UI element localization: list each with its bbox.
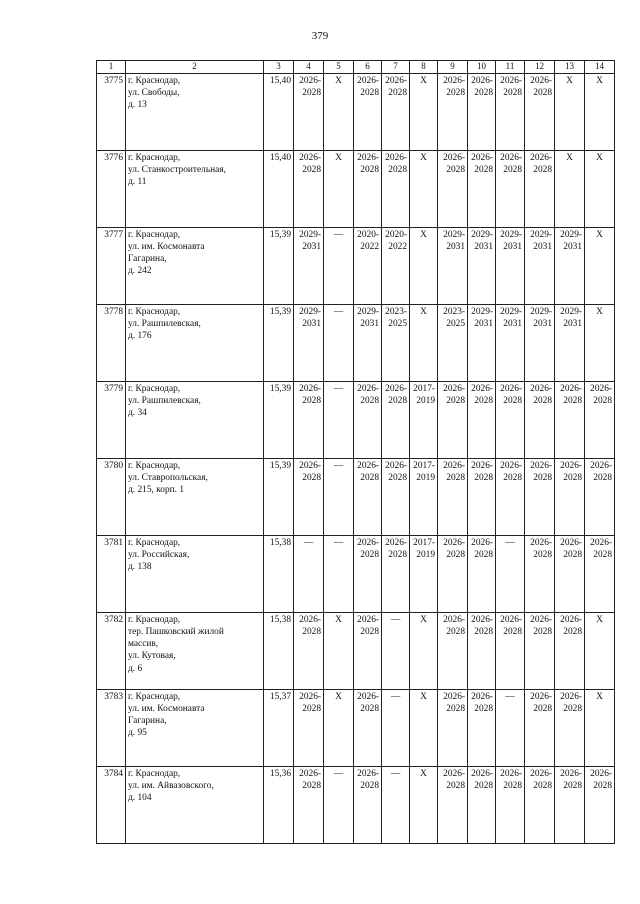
registry-table — [96, 60, 615, 844]
column-header: 1 — [97, 61, 126, 74]
period-cell: 2026- 2028 — [468, 73, 496, 150]
period-cell: 2026- 2028 — [354, 381, 382, 458]
period-cell: 2017- 2019 — [410, 535, 438, 612]
period-cell: 2029- 2031 — [294, 304, 324, 381]
period-cell: 2020- 2022 — [382, 227, 410, 304]
row-number-cell: 3775 — [97, 73, 126, 150]
value-cell: 15,39 — [264, 458, 294, 535]
period-cell: 2026- 2028 — [438, 458, 468, 535]
mark-cell: Х — [555, 73, 585, 150]
period-cell: 2026- 2028 — [496, 381, 525, 458]
mark-cell: — — [324, 458, 354, 535]
mark-cell: — — [382, 612, 410, 689]
period-cell: 2026- 2028 — [294, 766, 324, 843]
mark-cell: — — [496, 535, 525, 612]
row-number-cell: 3784 — [97, 766, 126, 843]
period-cell: 2029- 2031 — [468, 227, 496, 304]
period-cell: 2026- 2028 — [585, 766, 615, 843]
period-cell: 2017- 2019 — [410, 381, 438, 458]
period-cell: 2026- 2028 — [382, 381, 410, 458]
period-cell: 2026- 2028 — [525, 689, 555, 766]
period-cell: 2029- 2031 — [496, 227, 525, 304]
period-cell: 2026- 2028 — [525, 458, 555, 535]
period-cell: 2017- 2019 — [410, 458, 438, 535]
period-cell: 2026- 2028 — [555, 535, 585, 612]
period-cell: 2026- 2028 — [438, 766, 468, 843]
table-body — [97, 73, 615, 843]
mark-cell: — — [324, 304, 354, 381]
period-cell: 2026- 2028 — [468, 612, 496, 689]
period-cell: 2026- 2028 — [438, 381, 468, 458]
address-cell: г. Краснодар, ул. Рашпилевская, д. 34 — [126, 381, 264, 458]
period-cell: 2029- 2031 — [354, 304, 382, 381]
period-cell: 2026- 2028 — [496, 150, 525, 227]
period-cell: 2026- 2028 — [585, 535, 615, 612]
period-cell: 2026- 2028 — [294, 612, 324, 689]
period-cell: 2026- 2028 — [525, 766, 555, 843]
column-header: 8 — [410, 61, 438, 74]
mark-cell: — — [382, 689, 410, 766]
value-cell: 15,39 — [264, 227, 294, 304]
mark-cell: Х — [324, 612, 354, 689]
period-cell: 2026- 2028 — [555, 458, 585, 535]
address-cell: г. Краснодар, ул. Свободы, д. 13 — [126, 73, 264, 150]
address-cell: г. Краснодар, ул. Ставропольская, д. 215, корп. 1 — [126, 458, 264, 535]
column-header: 2 — [126, 61, 264, 74]
period-cell: 2026- 2028 — [468, 689, 496, 766]
address-cell: г. Краснодар, ул. Станкостроительная, д. 11 — [126, 150, 264, 227]
period-cell: 2026- 2028 — [468, 766, 496, 843]
page-number: 379 — [311, 30, 329, 42]
period-cell: 2026- 2028 — [438, 535, 468, 612]
value-cell: 15,40 — [264, 150, 294, 227]
column-header: 12 — [525, 61, 555, 74]
mark-cell: — — [382, 766, 410, 843]
table-row — [97, 227, 615, 304]
address-cell: г. Краснодар, тер. Пашковский жилой массив, ул. Кутовая, д. 6 — [126, 612, 264, 689]
period-cell: 2029- 2031 — [555, 227, 585, 304]
period-cell: 2026- 2028 — [382, 73, 410, 150]
table-row — [97, 150, 615, 227]
period-cell: 2026- 2028 — [585, 381, 615, 458]
period-cell: 2029- 2031 — [496, 304, 525, 381]
value-cell: 15,38 — [264, 612, 294, 689]
mark-cell: Х — [410, 150, 438, 227]
value-cell: 15,39 — [264, 304, 294, 381]
mark-cell: Х — [585, 73, 615, 150]
value-cell: 15,36 — [264, 766, 294, 843]
column-header: 14 — [585, 61, 615, 74]
mark-cell: — — [324, 766, 354, 843]
column-header: 7 — [382, 61, 410, 74]
row-number-cell: 3781 — [97, 535, 126, 612]
period-cell: 2026- 2028 — [555, 766, 585, 843]
table-row — [97, 381, 615, 458]
period-cell: 2023- 2025 — [382, 304, 410, 381]
period-cell: 2026- 2028 — [354, 150, 382, 227]
column-header: 3 — [264, 61, 294, 74]
mark-cell: — — [294, 535, 324, 612]
address-cell: г. Краснодар, ул. им. Космонавта Гагарина, д. 242 — [126, 227, 264, 304]
mark-cell: Х — [410, 612, 438, 689]
period-cell: 2026- 2028 — [354, 73, 382, 150]
mark-cell: Х — [410, 73, 438, 150]
period-cell: 2026- 2028 — [525, 381, 555, 458]
column-header: 5 — [324, 61, 354, 74]
period-cell: 2026- 2028 — [525, 612, 555, 689]
period-cell: 2029- 2031 — [525, 304, 555, 381]
period-cell: 2026- 2028 — [555, 381, 585, 458]
mark-cell: Х — [324, 150, 354, 227]
column-header: 11 — [496, 61, 525, 74]
period-cell: 2026- 2028 — [468, 381, 496, 458]
period-cell: 2026- 2028 — [496, 612, 525, 689]
mark-cell: — — [324, 227, 354, 304]
row-number-cell: 3778 — [97, 304, 126, 381]
mark-cell: — — [324, 535, 354, 612]
column-header: 6 — [354, 61, 382, 74]
column-header: 9 — [438, 61, 468, 74]
period-cell: 2026- 2028 — [438, 689, 468, 766]
period-cell: 2029- 2031 — [555, 304, 585, 381]
table-row — [97, 73, 615, 150]
period-cell: 2029- 2031 — [525, 227, 555, 304]
period-cell: 2026- 2028 — [525, 535, 555, 612]
period-cell: 2026- 2028 — [468, 458, 496, 535]
period-cell: 2026- 2028 — [525, 150, 555, 227]
period-cell: 2026- 2028 — [555, 612, 585, 689]
row-number-cell: 3779 — [97, 381, 126, 458]
period-cell: 2026- 2028 — [354, 766, 382, 843]
column-header: 10 — [468, 61, 496, 74]
header-row — [97, 61, 615, 74]
period-cell: 2026- 2028 — [438, 612, 468, 689]
period-cell: 2026- 2028 — [294, 73, 324, 150]
row-number-cell: 3783 — [97, 689, 126, 766]
value-cell: 15,39 — [264, 381, 294, 458]
row-number-cell: 3777 — [97, 227, 126, 304]
value-cell: 15,37 — [264, 689, 294, 766]
mark-cell: Х — [585, 150, 615, 227]
table-row — [97, 612, 615, 689]
mark-cell: Х — [410, 766, 438, 843]
mark-cell: Х — [585, 612, 615, 689]
period-cell: 2026- 2028 — [294, 381, 324, 458]
period-cell: 2026- 2028 — [496, 73, 525, 150]
address-cell: г. Краснодар, ул. Рашпилевская, д. 176 — [126, 304, 264, 381]
mark-cell: Х — [324, 689, 354, 766]
period-cell: 2026- 2028 — [382, 458, 410, 535]
period-cell: 2026- 2028 — [468, 150, 496, 227]
row-number-cell: 3776 — [97, 150, 126, 227]
period-cell: 2029- 2031 — [438, 227, 468, 304]
address-cell: г. Краснодар, ул. им. Айвазовского, д. 104 — [126, 766, 264, 843]
period-cell: 2026- 2028 — [496, 766, 525, 843]
period-cell: 2026- 2028 — [468, 535, 496, 612]
mark-cell: Х — [410, 689, 438, 766]
period-cell: 2029- 2031 — [294, 227, 324, 304]
table-row — [97, 689, 615, 766]
period-cell: 2023- 2025 — [438, 304, 468, 381]
period-cell: 2026- 2028 — [438, 73, 468, 150]
mark-cell: — — [324, 381, 354, 458]
column-header: 13 — [555, 61, 585, 74]
value-cell: 15,38 — [264, 535, 294, 612]
period-cell: 2029- 2031 — [468, 304, 496, 381]
mark-cell: Х — [585, 227, 615, 304]
period-cell: 2026- 2028 — [294, 150, 324, 227]
table-row — [97, 458, 615, 535]
table-row — [97, 535, 615, 612]
period-cell: 2026- 2028 — [525, 73, 555, 150]
period-cell: 2026- 2028 — [555, 689, 585, 766]
table-row — [97, 766, 615, 843]
mark-cell: Х — [555, 150, 585, 227]
period-cell: 2026- 2028 — [354, 458, 382, 535]
period-cell: 2026- 2028 — [585, 458, 615, 535]
period-cell: 2026- 2028 — [382, 150, 410, 227]
period-cell: 2026- 2028 — [294, 689, 324, 766]
mark-cell: Х — [410, 227, 438, 304]
period-cell: 2026- 2028 — [382, 535, 410, 612]
value-cell: 15,40 — [264, 73, 294, 150]
mark-cell: — — [496, 689, 525, 766]
period-cell: 2026- 2028 — [496, 458, 525, 535]
row-number-cell: 3782 — [97, 612, 126, 689]
table-row — [97, 304, 615, 381]
mark-cell: Х — [585, 689, 615, 766]
mark-cell: Х — [324, 73, 354, 150]
period-cell: 2026- 2028 — [354, 689, 382, 766]
mark-cell: Х — [585, 304, 615, 381]
period-cell: 2020- 2022 — [354, 227, 382, 304]
period-cell: 2026- 2028 — [354, 535, 382, 612]
address-cell: г. Краснодар, ул. Российская, д. 138 — [126, 535, 264, 612]
period-cell: 2026- 2028 — [354, 612, 382, 689]
column-header: 4 — [294, 61, 324, 74]
period-cell: 2026- 2028 — [438, 150, 468, 227]
period-cell: 2026- 2028 — [294, 458, 324, 535]
address-cell: г. Краснодар, ул. им. Космонавта Гагарина, д. 95 — [126, 689, 264, 766]
mark-cell: Х — [410, 304, 438, 381]
row-number-cell: 3780 — [97, 458, 126, 535]
